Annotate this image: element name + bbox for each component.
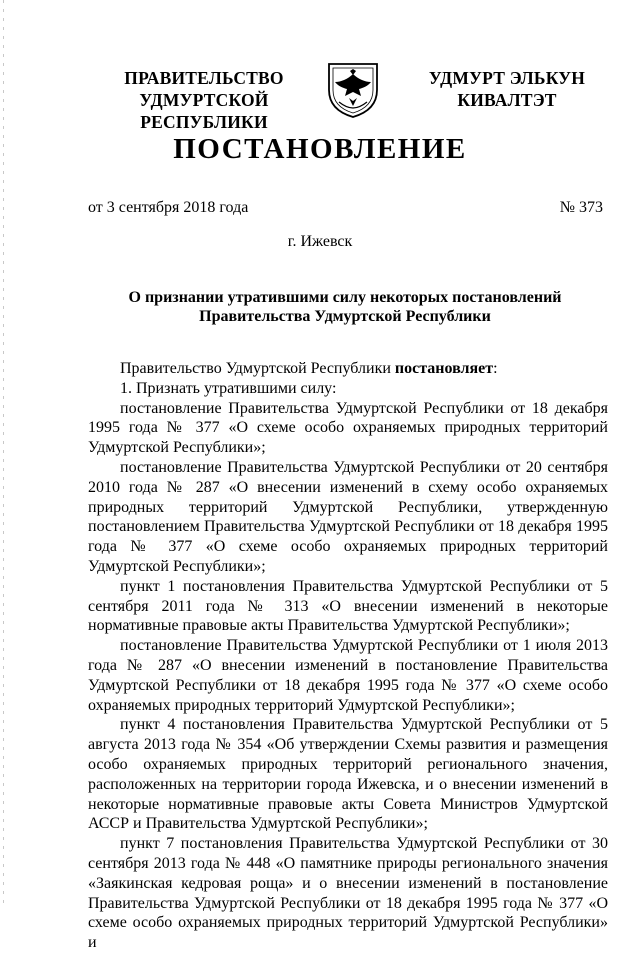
repealed-act-6: пункт 7 постановления Правительства Удмуртской Республики от 30 сентября 2013 года № 448 «О памятнике природы регионального значения «Заякинская кедровая роща» и о внесении изменений в постановление Правительства Удмуртской Республики от 18 декабря 1995 года № 377 «О схеме особо охраняемых природных территорий Удмуртской Республики» и <box>88 835 608 952</box>
item-1: 1. Признать утратившими силу: <box>120 379 337 397</box>
org-ru-line2: УДМУРТСКОЙ РЕСПУБЛИКИ <box>139 90 269 132</box>
repealed-act-5: пункт 4 постановления Правительства Удмуртской Республики от 5 августа 2013 года № 354 «Об утверждении Схемы развития и размещения особо охраняемых природных территорий регионального значения, расположенных на территории города Ижевска, и о внесении изменений в некоторые нормативные правовые акты Совета Министров Удмуртской АССР и Правительства Удмуртской Республики»; <box>88 716 608 833</box>
document-number: № 373 <box>559 199 603 216</box>
org-ru-line1: ПРАВИТЕЛЬСТВО <box>124 68 284 88</box>
document-date: от 3 сентября 2018 года <box>88 199 249 216</box>
document-title <box>110 288 580 326</box>
repealed-act-1: постановление Правительства Удмуртской Республики от 18 декабря 1995 года № 377 «О схеме особо охраняемых природных территорий Удмуртской Республики»; <box>88 399 608 457</box>
intro-paragraph <box>88 359 608 379</box>
title-line2: Правительства Удмуртской Республики <box>199 308 491 325</box>
intro-suffix: : <box>493 360 498 377</box>
repealed-act-3: пункт 1 постановления Правительства Удмуртской Республики от 5 сентября 2011 года № 313 «О внесении изменений в некоторые нормативные правовые акты Правительства Удмуртской Республики»; <box>88 577 608 635</box>
org-name-udmurt <box>424 67 590 111</box>
org-name-russian <box>82 67 326 133</box>
org-udm-line2: КИВАЛТЭТ <box>457 90 557 110</box>
document-type-heading: ПОСТАНОВЛЕНИЕ <box>173 133 467 165</box>
intro-prefix: Правительство Удмуртской Республики <box>120 360 395 377</box>
document-body <box>88 359 608 953</box>
document-city: г. Ижевск <box>287 233 353 250</box>
title-line1: О признании утратившими силу некоторых постановлений <box>128 289 562 306</box>
repealed-act-4: постановление Правительства Удмуртской Республики от 1 июля 2013 года № 287 «О внесении изменений в постановление Правительства Удмуртской Республики от 18 декабря 1995 года № 377 «О схеме особо охраняемых природных территорий Удмуртской Республики»; <box>88 637 608 714</box>
org-udm-line1: УДМУРТ ЭЛЬКУН <box>428 68 586 88</box>
intro-keyword: постановляет <box>394 360 494 377</box>
udmurt-coat-of-arms-icon <box>325 60 381 120</box>
repealed-act-2: постановление Правительства Удмуртской Республики от 20 сентября 2010 года № 287 «О внесении изменений в схему особо охраняемых природных территорий Удмуртской Республики, утвержденную постановлением Правительства Удмуртской Республики от 18 декабря 1995 года № 377 «О схеме особо охраняемых природных территорий Удмуртской Республики»; <box>88 458 608 575</box>
